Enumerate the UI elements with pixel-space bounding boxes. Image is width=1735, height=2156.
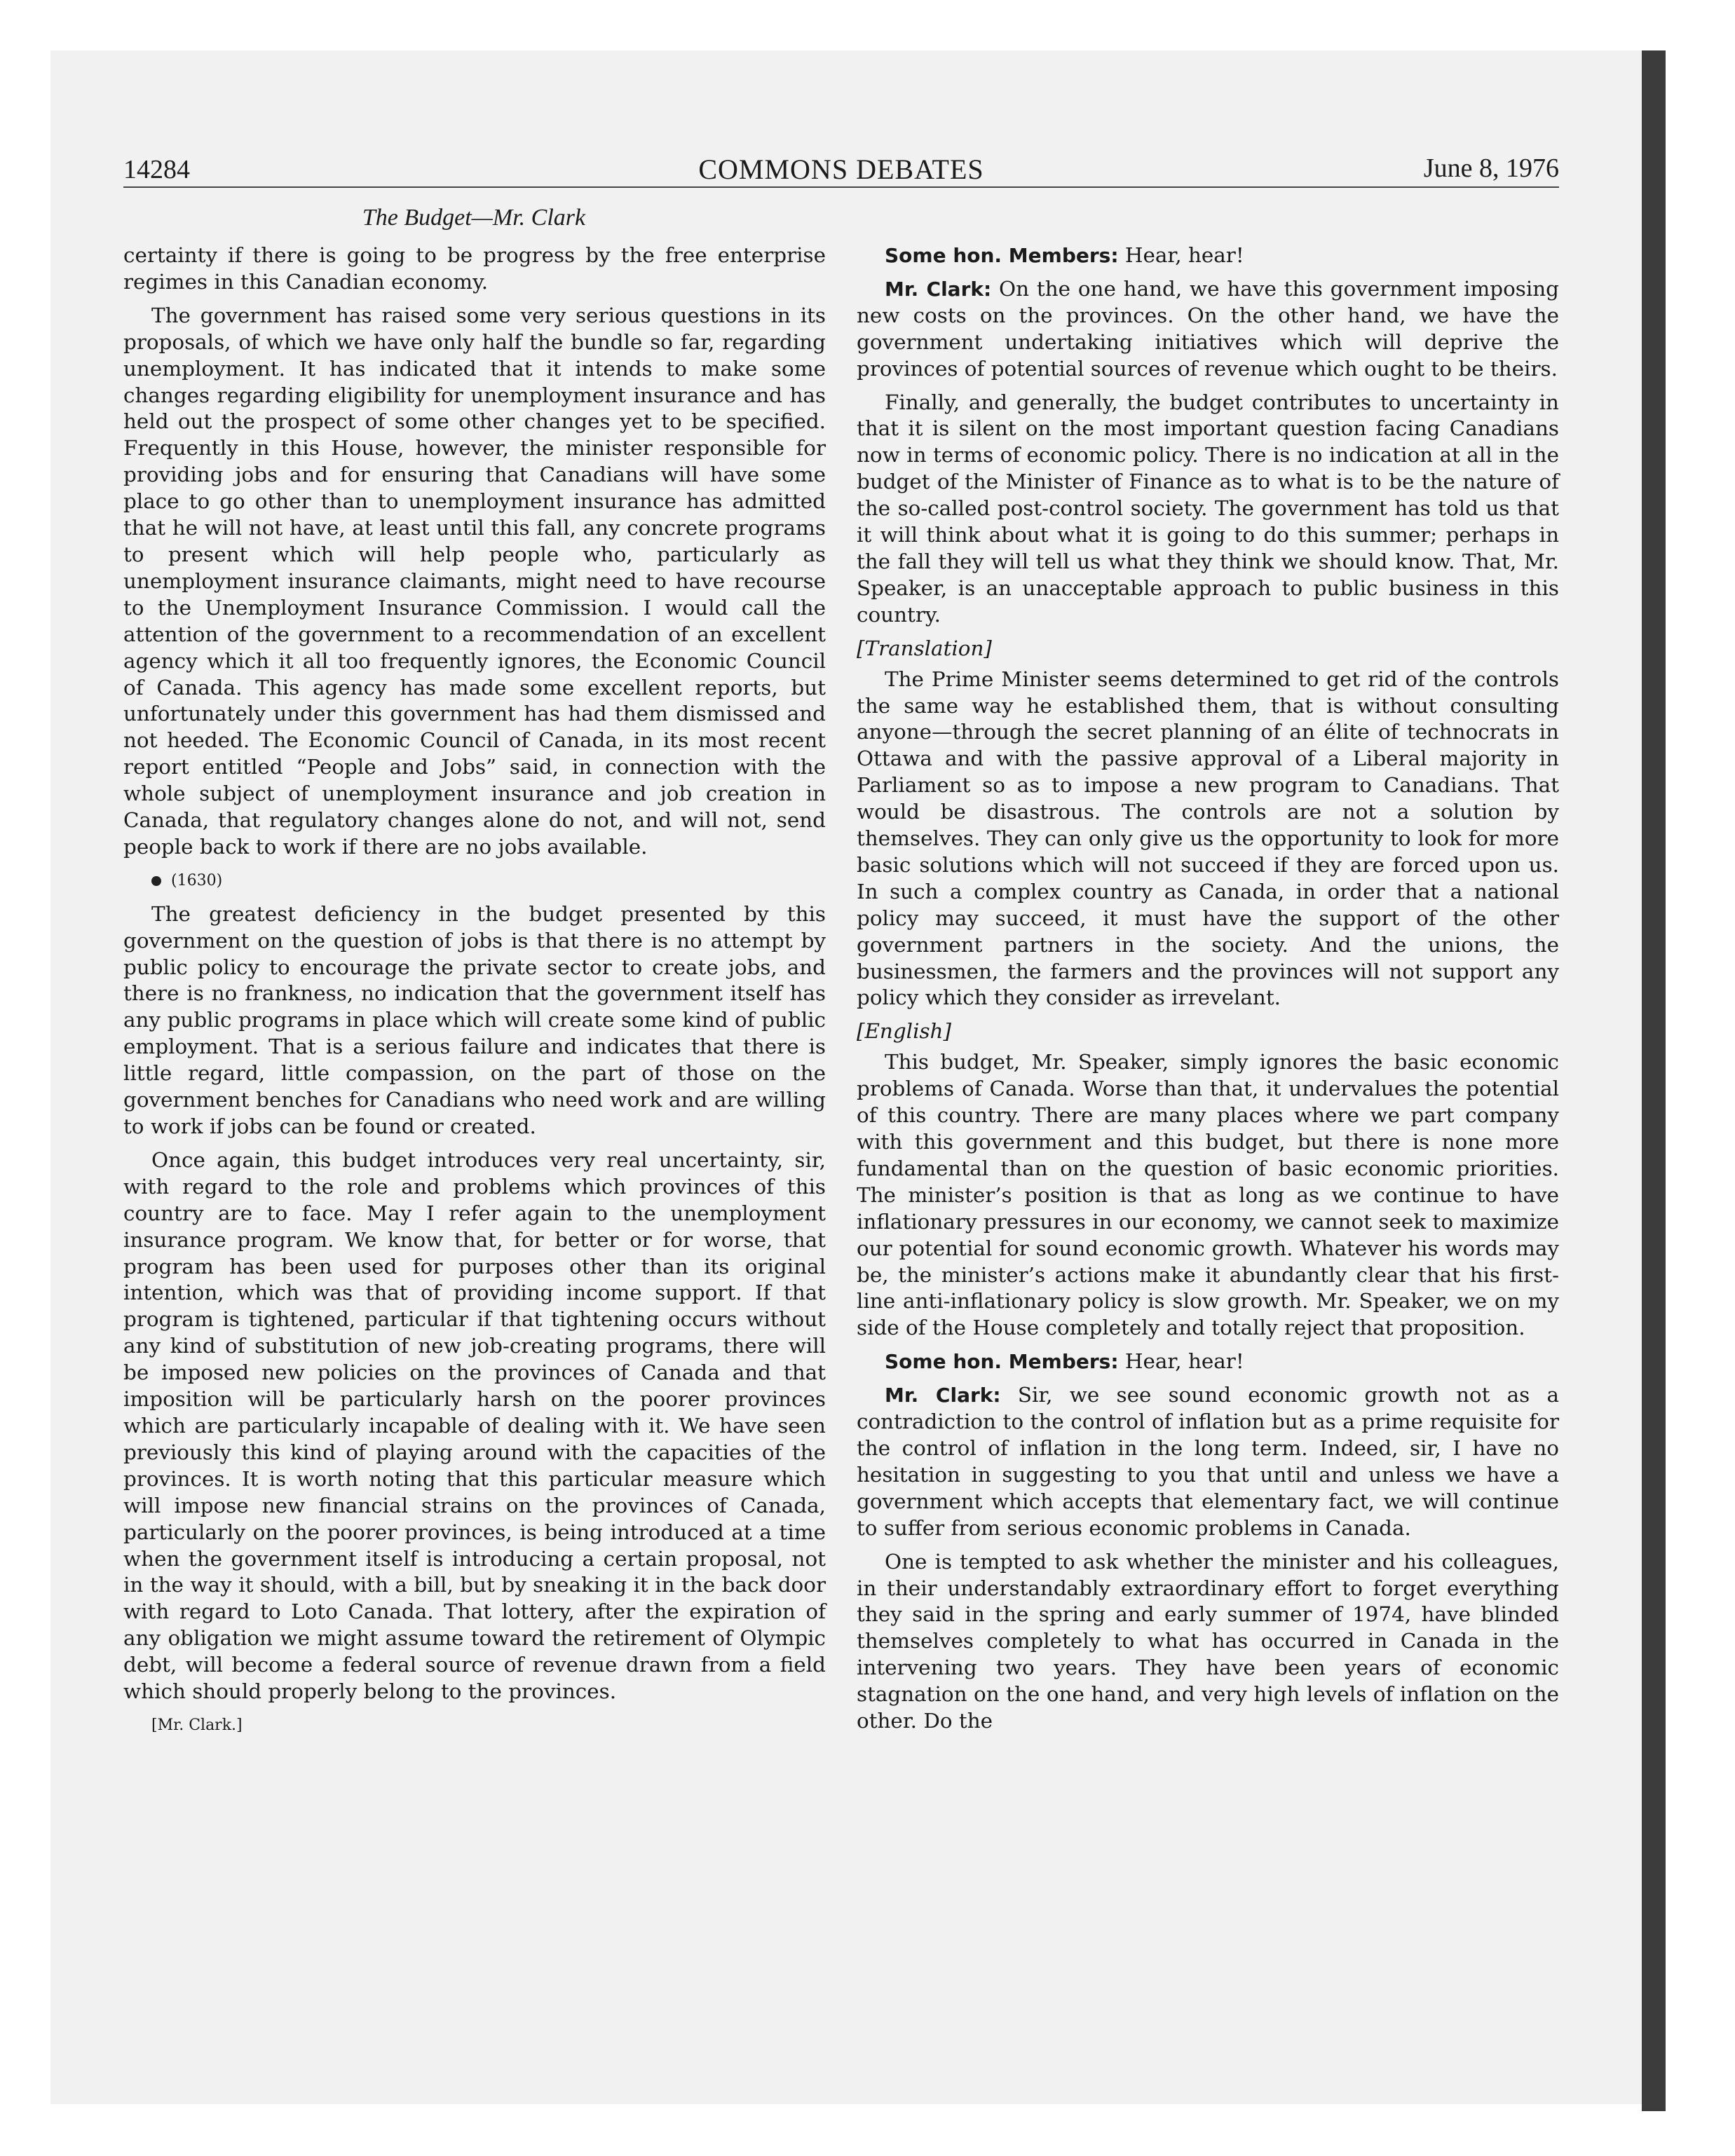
speech-paragraph xyxy=(857,1382,1559,1541)
paragraph: One is tempted to ask whether the minister and his colleagues, in their understandably extraordinary effort to forget everything they said in the spring and early summer of 1974, have blinded themselves completely to what has occurred in Canada in the intervening two years. They have been years of economic stagnation on the one hand, and very high levels of inflation on the other. Do the xyxy=(857,1549,1559,1733)
speech-text: On the one hand, we have this government imposing new costs on the provinces. On the other hand, we have the government undertaking initiatives which will deprive the provinces of potential sources of revenue which ought to be theirs. xyxy=(857,276,1559,381)
speech-paragraph xyxy=(857,243,1559,269)
page-number: 14284 xyxy=(123,155,190,184)
page-header xyxy=(123,149,1559,186)
speech-text: Hear, hear! xyxy=(1118,1349,1244,1374)
paragraph: The government has raised some very serious questions in its proposals, of which we have only half the bundle so far, regarding unemployment. It has indicated that it intends to make some changes regarding eligibility for unemployment insurance and has held out the prospect of some other changes yet to be specified. Frequently in this House, however, the minister responsible for providing jobs and for ensuring that Canadians will have some place to go other than to unemployment insurance has admitted that he will not have, at least until this fall, any concrete programs to present which will help people who, particularly as unemployment insurance claimants, might need to have recourse to the Unemployment Insurance Commission. I would call the attention of the government to a recommendation of an excellent agency which it all too frequently ignores, the Economic Council of Canada. This agency has made some excellent reports, but unfortunately under this government has had them dismissed and not heeded. The Economic Council of Canada, in its most recent report entitled “People and Jobs” said, in connection with the whole subject of unemployment insurance and job creation in Canada, that regulatory changes alone do not, and will not, send people back to work if there are no jobs available. xyxy=(123,303,826,859)
paragraph: The Prime Minister seems determined to get rid of the controls the same way he established them, that is without consulting anyone—through the secret planning of an élite of technocrats in Ottawa and with the passive approval of a Liberal majority in Parliament so as to impose a new program to Canadians. That would be disastrous. The controls are not a solution by themselves. They can only give us the opportunity to look for more basic solutions which will not succeed if they are forced upon us. In such a complex country as Canada, in order that a national policy may succeed, it must have the support of the other government partners in the society. And the unions, the businessmen, the farmers and the provinces will not support any policy which they consider as irrevelant. xyxy=(857,667,1559,1010)
language-marker: [English] xyxy=(857,1019,951,1044)
paragraph: Finally, and generally, the budget contributes to uncertainty in that it is silent on the most important question facing Canadians now in terms of economic policy. There is no indication at all in the budget of the Minister of Finance as to what is to be the nature of the so-called post-control society. The government has told us that it will think about what it is going to do this summer; perhaps in the fall they will tell us what they think we should know. That, Mr. Speaker, is an unacceptable approach to public business in this country. xyxy=(857,390,1559,627)
speech-paragraph xyxy=(857,1349,1559,1375)
publication-title: COMMONS DEBATES xyxy=(698,153,984,185)
speaker-name: Some hon. Members: xyxy=(885,244,1119,267)
paragraph: The greatest deficiency in the budget presented by this government on the question of jobs is that there is no attempt by public policy to encourage the private sector to create jobs, and there is no frankness, no indication that the government itself has any public programs in place which will create some kind of public employment. That is a serious failure and indicates that there is little regard, little compassion, on the part of those on the government benches for Canadians who need work and are willing to work if jobs can be found or created. xyxy=(123,901,826,1138)
language-marker: [Translation] xyxy=(857,636,992,660)
speaker-attribution: [Mr. Clark.] xyxy=(151,1716,243,1734)
left-column xyxy=(123,243,826,1746)
running-head: The Budget—Mr. Clark xyxy=(362,205,586,231)
speech-paragraph xyxy=(857,276,1559,383)
header-rule xyxy=(123,186,1559,188)
time-marker xyxy=(123,868,826,894)
header-date: June 8, 1976 xyxy=(1423,153,1559,183)
paragraph: certainty if there is going to be progress by the free enterprise regimes in this Canadian economy. xyxy=(123,243,826,294)
paragraph: Once again, this budget introduces very real uncertainty, sir, with regard to the role and problems which provinces of this country are to face. May I refer again to the unemployment insurance program. We know that, for better or for worse, that program has been used for purposes other than its original intention, which was that of providing income support. If that program is tightened, particular if that tightening occurs without any kind of substitution of new job-creating programs, there will be imposed new policies on the provinces of Canada and that imposition will be particularly harsh on the poorer provinces which are particularly incapable of dealing with it. We have seen previously this kind of playing around with the capacities of the provinces. It is worth noting that this particular measure which will impose new financial strains on the provinces of Canada, particularly on the poorer provinces, is being introduced at a time when the government itself is introducing a certain proposal, not in the way it should, with a bill, but by sneaking it in the back door with regard to Loto Canada. That lottery, after the expiration of any obligation we might assume toward the retirement of Olympic debt, will become a federal source of revenue drawn from a field which should properly belong to the provinces. xyxy=(123,1147,826,1704)
page-edge-shadow xyxy=(1642,50,1666,2111)
time-marker-text: (1630) xyxy=(171,871,223,889)
right-column xyxy=(857,243,1559,1742)
speech-text: Hear, hear! xyxy=(1118,243,1244,267)
speaker-name: Mr. Clark: xyxy=(885,1384,1001,1407)
speaker-name: Mr. Clark: xyxy=(885,277,992,301)
speech-text: Sir, we see sound economic growth not as a contradiction to the control of inflation but as a prime requisite for the control of inflation in the long term. Indeed, sir, I have no hesitation in suggesting to you that until and unless we have a government which accepts that elementary fact, we will continue to suffer from serious economic problems in Canada. xyxy=(857,1383,1559,1540)
speaker-name: Some hon. Members: xyxy=(885,1350,1119,1374)
bullet-icon xyxy=(151,876,161,886)
paragraph: This budget, Mr. Speaker, simply ignores the basic economic problems of Canada. Worse than that, it undervalues the potential of this country. There are many places where we part company with this government and this budget, but there is none more fundamental than on the question of basic economic priorities. The minister’s position is that as long as we continue to have inflationary pressures in our economy, we cannot seek to maximize our potential for sound economic growth. Whatever his words may be, the minister’s actions make it abundantly clear that his first-line anti-inflationary policy is slow growth. Mr. Speaker, we on my side of the House completely and totally reject that proposition. xyxy=(857,1050,1559,1340)
